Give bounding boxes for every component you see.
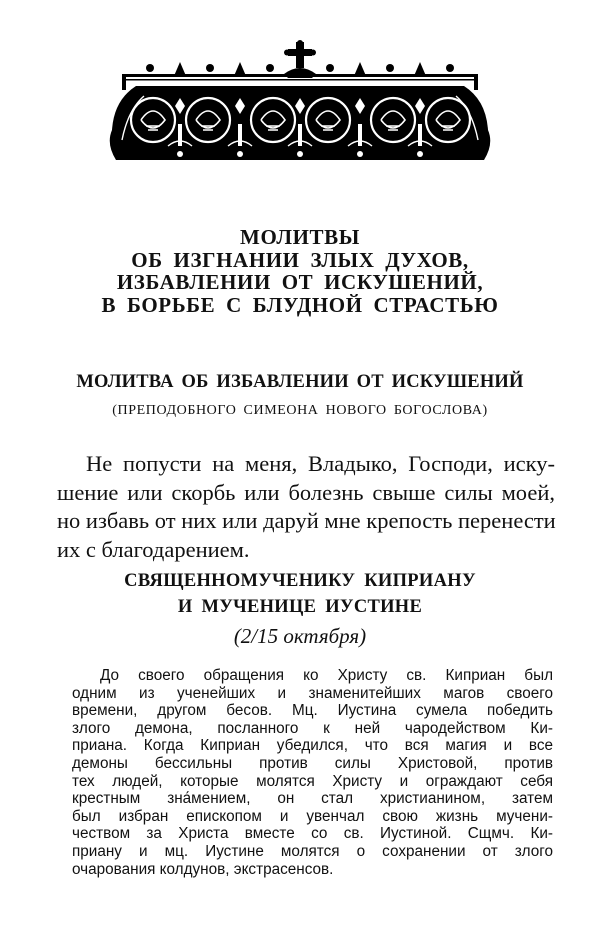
saints-description — [72, 667, 553, 878]
text-line: их с благодарением. — [57, 536, 250, 562]
prayer-text — [57, 450, 555, 564]
feast-date: (2/15 октября) — [233, 624, 367, 648]
text-line: крестным зна́мением, он стал христианином, затем — [72, 790, 553, 808]
cross-headpiece-ornament-icon — [108, 40, 492, 170]
text-line: чеством за Христа вместе со св. Иустиной. Сщмч. Ки- — [72, 825, 553, 843]
text-line: очарования колдунов, экстрасенсов. — [72, 860, 334, 878]
text-line: злого демона, посланного к ней чародейством Ки- — [72, 719, 553, 737]
page-title — [0, 226, 600, 316]
text-line: был избран епископом и увенчал свою жизнь мучени- — [72, 807, 553, 825]
title-line: ИЗБАВЛЕНИИ ОТ ИСКУШЕНИЙ, — [116, 270, 484, 294]
text-line: Не попусти на меня, Владыко, Господи, иску- — [86, 451, 555, 476]
text-line: тех людей, которые молятся Христу и ограждают себя — [72, 772, 553, 790]
title-line: ОБ ИЗГНАНИИ ЗЛЫХ ДУХОВ, — [131, 247, 469, 272]
heading-line: СВЯЩЕННОМУЧЕНИКУ КИПРИАНУ — [124, 571, 476, 591]
text-line: шение или скорбь или болезнь свыше силы моей, — [57, 479, 555, 505]
title-line: В БОРЬБЕ С БЛУДНОЙ СТРАСТЬЮ — [101, 292, 499, 317]
title-line: МОЛИТВЫ — [240, 225, 360, 249]
text-line: но избавь от них или даруй мне крепость перенести — [57, 508, 556, 533]
text-line: До своего обращения ко Христу св. Киприан был — [100, 667, 553, 684]
heading-line: И МУЧЕНИЦЕ ИУСТИНЕ — [177, 597, 423, 617]
text-line: приана. Когда Киприан убедился, что вся магия и все — [72, 737, 553, 755]
text-line: времени, другом бесов. Мц. Иустина сумела победить — [72, 702, 553, 720]
text-line: демоны бессильны против силы Христовой, против — [72, 754, 553, 772]
prayer-heading: МОЛИТВА ОБ ИЗБАВЛЕНИИ ОТ ИСКУШЕНИЙ — [76, 372, 524, 392]
text-line: приану и мц. Иустине молятся о сохранении от злого — [72, 842, 553, 860]
text-line: одним из ученейших и знаменитейших магов своего — [72, 684, 553, 702]
saints-heading — [0, 568, 600, 620]
prayer-attribution: (ПРЕПОДОБНОГО СИМЕОНА НОВОГО БОГОСЛОВА) — [112, 403, 488, 418]
